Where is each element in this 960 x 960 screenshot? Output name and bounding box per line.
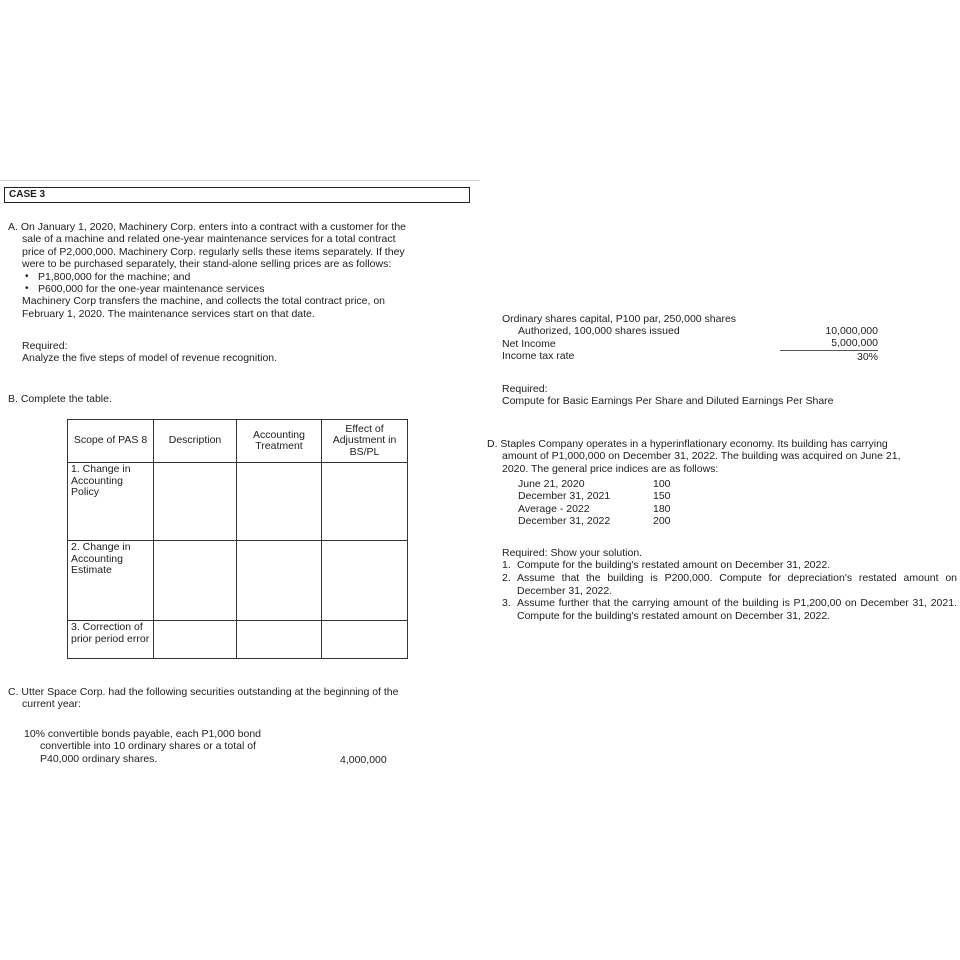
required-label: Required: bbox=[502, 383, 548, 395]
requirement-text: Compute for the building's restated amount on December 31, 2022. bbox=[517, 559, 831, 572]
requirement-item bbox=[502, 572, 957, 597]
shares-line: Ordinary shares capital, P100 par, 250,000 shares bbox=[502, 313, 737, 325]
index-label: June 21, 2020 bbox=[518, 478, 585, 490]
requirement-text: Assume that the building is P200,000. Compute for depreciation's restated amount on December 31, 2022. bbox=[517, 572, 957, 597]
table-cell-effect[interactable] bbox=[322, 541, 408, 621]
requirement-item bbox=[502, 597, 957, 622]
index-label: December 31, 2021 bbox=[518, 490, 611, 503]
table-cell-treatment[interactable] bbox=[237, 621, 322, 659]
row-label-correction-prior-error: 3. Correction of prior period error bbox=[68, 621, 154, 659]
tax-rate-value: 30% bbox=[856, 350, 878, 363]
header-effect-of-adjustment: Effect of Adjustment in BS/PL bbox=[322, 420, 408, 463]
requirement-item bbox=[502, 559, 957, 572]
row-label-change-in-policy: 1. Change in Accounting Policy bbox=[68, 463, 154, 541]
section-a-line: were to be purchased separately, their stand-alone selling prices are as follows: bbox=[22, 258, 392, 271]
required-label: Required: bbox=[22, 340, 68, 352]
header-description: Description bbox=[154, 420, 237, 463]
index-value: 200 bbox=[653, 515, 671, 528]
row-label-change-in-estimate: 2. Change in Accounting Estimate bbox=[68, 541, 154, 621]
index-label: Average - 2022 bbox=[518, 502, 590, 515]
section-c-intro bbox=[8, 686, 473, 711]
index-row bbox=[518, 478, 688, 490]
section-d-line: 2020. The general price indices are as follows: bbox=[502, 462, 719, 475]
index-value: 100 bbox=[653, 478, 671, 490]
bond-line: 10% convertible bonds payable, each P1,000 bond bbox=[24, 728, 262, 740]
requirement-number: 1. bbox=[502, 559, 511, 572]
requirement-number: 2. bbox=[502, 572, 511, 584]
net-income-label: Net Income bbox=[502, 337, 556, 350]
section-a bbox=[8, 221, 470, 320]
required-text: Compute for Basic Earnings Per Share and Diluted Earnings Per Share bbox=[502, 395, 834, 408]
case-title: CASE 3 bbox=[9, 189, 46, 200]
section-d-required bbox=[502, 547, 957, 622]
bond-line: convertible into 10 ordinary shares or a total of bbox=[40, 740, 256, 753]
pas8-table bbox=[67, 419, 408, 659]
section-b-instruction: B. Complete the table. bbox=[8, 393, 112, 405]
case-title-box bbox=[4, 187, 470, 203]
shares-amount: 10,000,000 bbox=[825, 325, 878, 337]
shares-capital bbox=[502, 313, 802, 363]
section-d-line: amount of P1,000,000 on December 31, 2022. The building was acquired on June 21, bbox=[502, 450, 901, 463]
index-label: December 31, 2022 bbox=[518, 515, 611, 528]
section-a-line: Machinery Corp transfers the machine, and collects the total contract price, on bbox=[22, 295, 386, 308]
bullet-item: • P600,000 for the one-year maintenance services bbox=[38, 283, 470, 295]
requirement-text: Assume further that the carrying amount of the building is P1,200,00 on December 31, 2021. Compute for the building's restated amount on December 31, 2022. bbox=[517, 597, 957, 622]
table-cell-effect[interactable] bbox=[322, 621, 408, 659]
bond-amount: 4,000,000 bbox=[340, 754, 387, 766]
section-c-line: current year: bbox=[22, 698, 81, 711]
section-a-line: sale of a machine and related one-year maintenance services for a total contract bbox=[22, 233, 396, 246]
price-bullet-list bbox=[8, 271, 470, 296]
bond-description bbox=[24, 728, 304, 765]
table-cell-treatment[interactable] bbox=[237, 541, 322, 621]
table-cell-description[interactable] bbox=[154, 463, 237, 541]
table-cell-effect[interactable] bbox=[322, 463, 408, 541]
index-row bbox=[518, 490, 688, 502]
header-scope: Scope of PAS 8 bbox=[68, 420, 154, 463]
tax-rate-label: Income tax rate bbox=[502, 350, 575, 363]
section-d-intro bbox=[487, 438, 957, 475]
index-row bbox=[518, 503, 688, 515]
amounts-column bbox=[780, 325, 878, 363]
section-a-line: A. On January 1, 2020, Machinery Corp. enters into a contract with a customer for the bbox=[8, 221, 407, 233]
table-cell-treatment[interactable] bbox=[237, 463, 322, 541]
index-value: 150 bbox=[653, 490, 671, 503]
shares-line: Authorized, 100,000 shares issued bbox=[518, 325, 680, 338]
required-label: Required: Show your solution. bbox=[502, 547, 643, 559]
section-a-line: February 1, 2020. The maintenance services start on that date. bbox=[22, 307, 315, 320]
bullet-item: • P1,800,000 for the machine; and bbox=[38, 271, 470, 283]
section-c-required bbox=[502, 383, 922, 408]
section-d-line: D. Staples Company operates in a hyperinflationary economy. Its building has carrying bbox=[487, 438, 888, 450]
net-income-amount: 5,000,000 bbox=[780, 337, 878, 350]
index-value: 180 bbox=[653, 502, 671, 515]
table-cell-description[interactable] bbox=[154, 541, 237, 621]
price-indices bbox=[518, 478, 688, 528]
section-a-line: price of P2,000,000. Machinery Corp. regularly sells these items separately. If they bbox=[22, 245, 405, 258]
section-c-line: C. Utter Space Corp. had the following securities outstanding at the beginning of the bbox=[8, 686, 399, 698]
section-a-required bbox=[22, 340, 462, 365]
index-row bbox=[518, 515, 688, 527]
page-top-rule bbox=[0, 180, 480, 181]
requirement-number: 3. bbox=[502, 597, 511, 610]
header-accounting-treatment: Accounting Treatment bbox=[237, 420, 322, 463]
requirements-list bbox=[502, 559, 957, 622]
table-cell-description[interactable] bbox=[154, 621, 237, 659]
required-text: Analyze the five steps of model of revenue recognition. bbox=[22, 352, 278, 365]
bond-line: P40,000 ordinary shares. bbox=[40, 752, 158, 765]
